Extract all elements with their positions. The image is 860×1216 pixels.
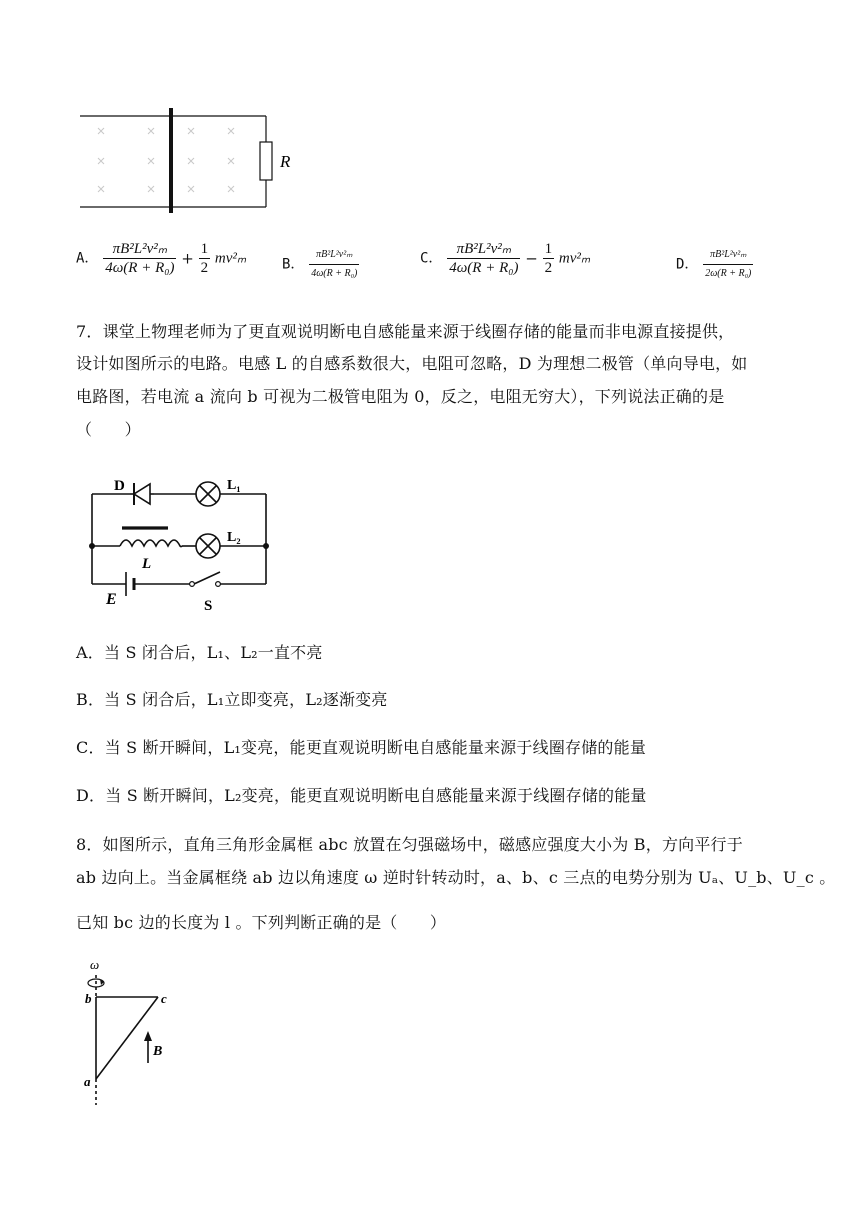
diode-label: D xyxy=(114,478,125,494)
q8-stem-line-3: 已知 bc 边的长度为 l 。下列判断正确的是（ ） xyxy=(76,913,447,932)
fraction: $\frac{\text{πB²L²v²ₘ}}{\text{4ω(R + R₀)}}$ xyxy=(105,241,175,276)
vertex-c-label: c xyxy=(161,991,167,1006)
q7-option-b[interactable]: B．当 S 闭合后，L₁立即变亮，L₂逐渐变亮 xyxy=(76,690,388,709)
lamp2-label: L₂ xyxy=(227,530,241,545)
q7-stem-line-1: 7．课堂上物理老师为了更直观说明断电自感能量来源于线圈存储的能量而非电源直接提供， xyxy=(76,322,735,341)
fraction: $\frac{\text{πB²L²v²ₘ}}{\text{4ω(R + R₀)}}$ xyxy=(309,246,359,283)
rail-circuit-figure xyxy=(70,100,310,220)
inductor-circuit-figure xyxy=(84,470,284,618)
q7-stem-line-4: （ ） xyxy=(76,420,141,439)
q6-option-c[interactable]: C． $\frac{\text{πB²L²v²ₘ}}{\text{4ω(R + R₀)}}$ − $\frac{1}{2}$ mv²ₘ xyxy=(420,241,591,276)
lamp-symbol xyxy=(196,482,220,506)
q6-option-a[interactable]: A． $\frac{\text{πB²L²v²ₘ}}{\text{4ω(R + R₀)}}$ + $\frac{1}{2}$ mv²ₘ xyxy=(76,241,247,276)
q7-stem-line-3: 电路图，若电流 a 流向 b 可视为二极管电阻为 0，反之，电阻无穷大），下列说法正确的是 xyxy=(76,387,725,406)
q7-option-a[interactable]: A．当 S 闭合后，L₁、L₂一直不亮 xyxy=(76,643,323,662)
field-label: B xyxy=(153,1044,163,1059)
fraction: $\frac{1}{2}$ xyxy=(544,241,553,276)
fraction: $\frac{1}{2}$ xyxy=(200,241,209,276)
diode-symbol xyxy=(130,483,154,505)
option-label: D． xyxy=(676,256,699,273)
vertex-b-label: b xyxy=(85,991,92,1006)
resistor-label: R xyxy=(280,152,291,171)
battery-label: E xyxy=(106,591,117,608)
option-label: B． xyxy=(282,256,305,273)
triangle-frame-figure xyxy=(76,955,196,1115)
q7-option-d[interactable]: D．当 S 断开瞬间，L₂变亮，能更直观说明断电自感能量来源于线圈存储的能量 xyxy=(76,786,647,805)
lamp-symbol xyxy=(196,534,220,558)
q7-stem-line-2: 设计如图所示的电路。电感 L 的自感系数很大，电阻可忽略，D 为理想二极管（单向导电，如 xyxy=(76,354,748,373)
q8-stem-line-1: 8．如图所示，直角三角形金属框 abc 放置在匀强磁场中，磁感应强度大小为 B，方向平行于 xyxy=(76,835,743,854)
fraction: $\frac{\text{πB²L²v²ₘ}}{\text{2ω(R + R₀)}}$ xyxy=(703,246,753,283)
option-label: A． xyxy=(76,250,99,267)
option-label: C． xyxy=(420,250,443,267)
q6-option-b[interactable] xyxy=(282,246,359,283)
q8-stem-line-2: ab 边向上。当金属框绕 ab 边以角速度 ω 逆时针转动时，a、b、c 三点的电势分别为 Uₐ、U_b、U_c 。 xyxy=(76,868,836,887)
q6-option-d[interactable] xyxy=(676,246,753,283)
lamp1-label: L₁ xyxy=(227,478,241,493)
inductor-label: L xyxy=(142,556,152,572)
fraction: $\frac{\text{πB²L²v²ₘ}}{\text{4ω(R + R₀)}}$ xyxy=(449,241,519,276)
q7-option-c[interactable]: C．当 S 断开瞬间，L₁变亮，能更直观说明断电自感能量来源于线圈存储的能量 xyxy=(76,738,647,757)
vertex-a-label: a xyxy=(84,1074,91,1089)
switch-label: S xyxy=(204,598,213,614)
omega-label: ω xyxy=(90,957,100,972)
magnetic-field-crosses xyxy=(98,128,234,192)
